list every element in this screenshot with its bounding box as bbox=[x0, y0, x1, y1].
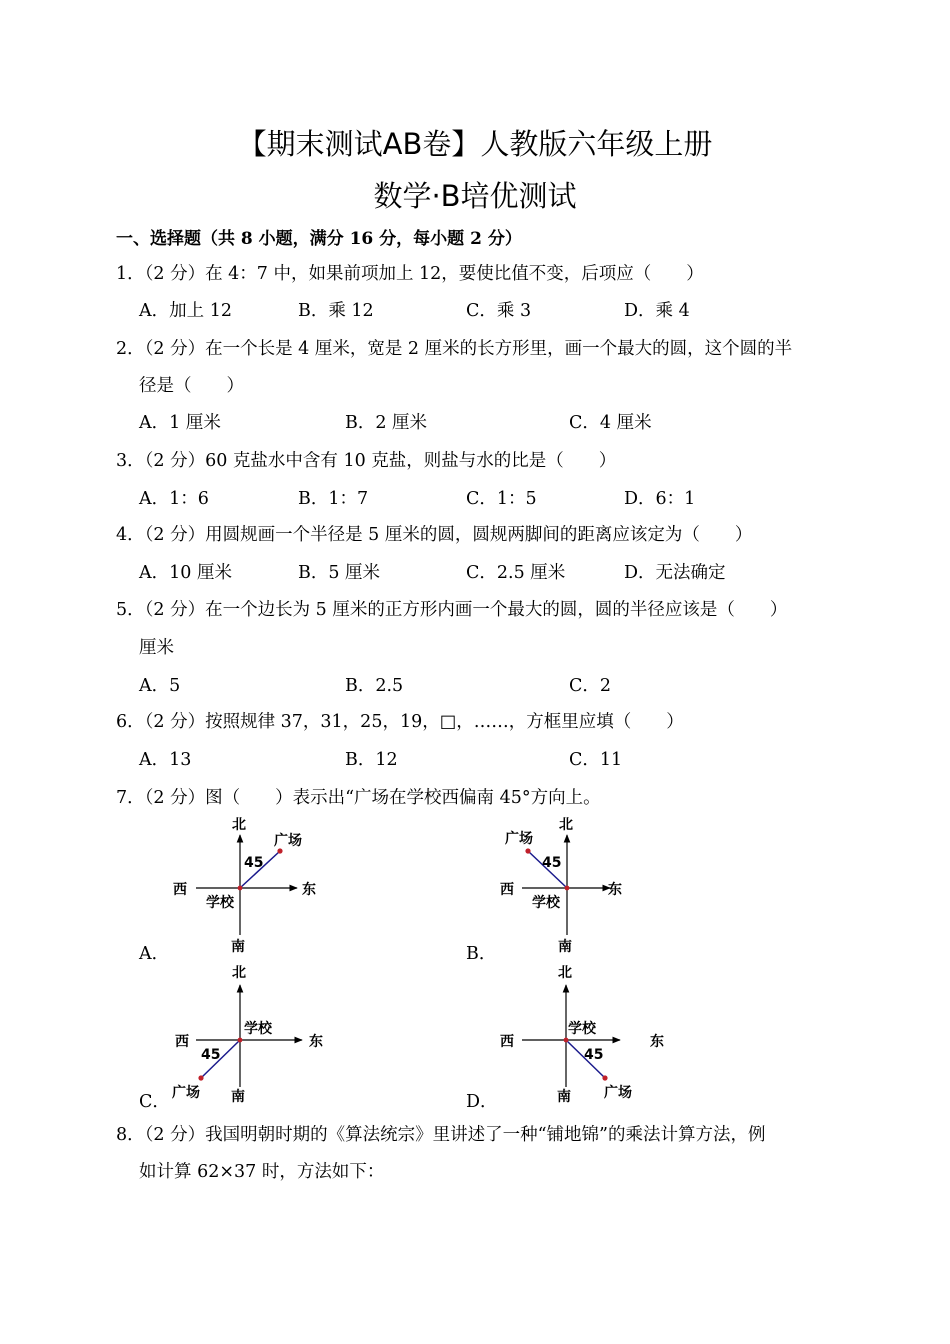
q5-option-a: A．5 bbox=[139, 676, 181, 696]
diagram-a-south: 南 bbox=[231, 939, 245, 955]
diagram-a-east: 东 bbox=[302, 882, 316, 898]
question-1: 1．（2 分）在 4：7 中，如果前项加上 12，要使比值不变，后项应（ ） bbox=[116, 264, 704, 284]
diagram-b-school: 学校 bbox=[532, 895, 560, 911]
q1-option-d: D．乘 4 bbox=[624, 301, 690, 321]
diagram-d-west: 西 bbox=[500, 1034, 514, 1050]
diagram-c-west: 西 bbox=[175, 1034, 189, 1050]
question-5-cont: 厘米 bbox=[139, 638, 174, 658]
q4-option-d: D．无法确定 bbox=[624, 563, 726, 583]
diagram-d bbox=[500, 965, 664, 1105]
diagram-d-south: 南 bbox=[557, 1089, 571, 1105]
q1-option-a: A．加上 12 bbox=[139, 301, 232, 321]
diagram-c-square: 广场 bbox=[172, 1085, 200, 1101]
q6-option-b: B．12 bbox=[345, 750, 398, 770]
diagram-c-south: 南 bbox=[231, 1089, 245, 1105]
diagram-b-square: 广场 bbox=[505, 831, 533, 847]
diagram-a bbox=[173, 817, 316, 955]
q3-option-a: A．1：6 bbox=[139, 489, 209, 509]
diagram-c-angle: 45 bbox=[201, 1047, 221, 1063]
diagram-d-angle: 45 bbox=[584, 1047, 604, 1063]
diagram-a-west: 西 bbox=[173, 882, 187, 898]
diagram-d-square: 广场 bbox=[604, 1085, 632, 1101]
diagram-a-angle: 45 bbox=[244, 855, 264, 871]
question-7: 7．（2 分）图（ ）表示出“广场在学校西偏南 45°方向上。 bbox=[116, 788, 601, 808]
diagram-d-north: 北 bbox=[558, 965, 572, 981]
q7-option-c: C． bbox=[139, 1092, 170, 1112]
section-heading: 一、选择题（共 8 小题，满分 16 分，每小题 2 分） bbox=[116, 229, 522, 249]
diagram-c-east: 东 bbox=[309, 1034, 323, 1050]
q4-option-c: C．2.5 厘米 bbox=[466, 563, 566, 583]
question-8-cont: 如计算 62×37 时，方法如下： bbox=[139, 1162, 385, 1182]
diagram-a-school: 学校 bbox=[206, 895, 234, 911]
q5-option-b: B．2.5 bbox=[345, 676, 404, 696]
question-2: 2．（2 分）在一个长是 4 厘米，宽是 2 厘米的长方形里，画一个最大的圆，这个圆的半 bbox=[116, 339, 793, 359]
page-title: 【期末测试AB卷】人教版六年级上册 bbox=[237, 127, 713, 161]
q1-option-b: B．乘 12 bbox=[298, 301, 374, 321]
diagram-a-square: 广场 bbox=[274, 833, 302, 849]
question-8: 8．（2 分）我国明朝时期的《算法统宗》里讲述了一种“铺地锦”的乘法计算方法，例 bbox=[116, 1125, 766, 1145]
question-5: 5．（2 分）在一个边长为 5 厘米的正方形内画一个最大的圆，圆的半径应该是（ ） bbox=[116, 600, 788, 620]
diagram-a-north: 北 bbox=[232, 817, 246, 833]
diagram-b-east: 东 bbox=[608, 882, 622, 898]
diagram-c-north: 北 bbox=[232, 965, 246, 981]
q2-option-c: C．4 厘米 bbox=[569, 413, 652, 433]
q3-option-d: D．6：1 bbox=[624, 489, 696, 509]
diagram-b-west: 西 bbox=[500, 882, 514, 898]
q1-option-c: C．乘 3 bbox=[466, 301, 532, 321]
q6-option-a: A．13 bbox=[139, 750, 192, 770]
question-4: 4．（2 分）用圆规画一个半径是 5 厘米的圆，圆规两脚间的距离应该定为（ ） bbox=[116, 525, 753, 545]
q2-option-a: A．1 厘米 bbox=[139, 413, 221, 433]
q7-option-b: B． bbox=[466, 944, 497, 964]
question-6: 6．（2 分）按照规律 37，31，25，19，□，……，方框里应填（ ） bbox=[116, 712, 684, 732]
diagram-b-north: 北 bbox=[559, 817, 573, 833]
diagram-b bbox=[500, 817, 622, 955]
page-subtitle: 数学·B培优测试 bbox=[373, 179, 577, 213]
diagram-b-angle: 45 bbox=[542, 855, 562, 871]
q4-option-a: A．10 厘米 bbox=[139, 563, 232, 583]
diagram-c bbox=[172, 965, 323, 1105]
q2-option-b: B．2 厘米 bbox=[345, 413, 428, 433]
q5-option-c: C．2 bbox=[569, 676, 612, 696]
q4-option-b: B．5 厘米 bbox=[298, 563, 381, 583]
q6-option-c: C．11 bbox=[569, 750, 623, 770]
q7-option-d: D． bbox=[466, 1092, 498, 1112]
diagram-c-school: 学校 bbox=[244, 1021, 272, 1037]
q3-option-c: C．1：5 bbox=[466, 489, 537, 509]
question-3: 3．（2 分）60 克盐水中含有 10 克盐，则盐与水的比是（ ） bbox=[116, 451, 617, 471]
diagram-d-east: 东 bbox=[650, 1034, 664, 1050]
q3-option-b: B．1：7 bbox=[298, 489, 369, 509]
diagram-d-school: 学校 bbox=[568, 1021, 596, 1037]
q7-option-a: A． bbox=[139, 944, 170, 964]
question-2-cont: 径是（ ） bbox=[139, 376, 244, 396]
diagram-b-south: 南 bbox=[558, 939, 572, 955]
